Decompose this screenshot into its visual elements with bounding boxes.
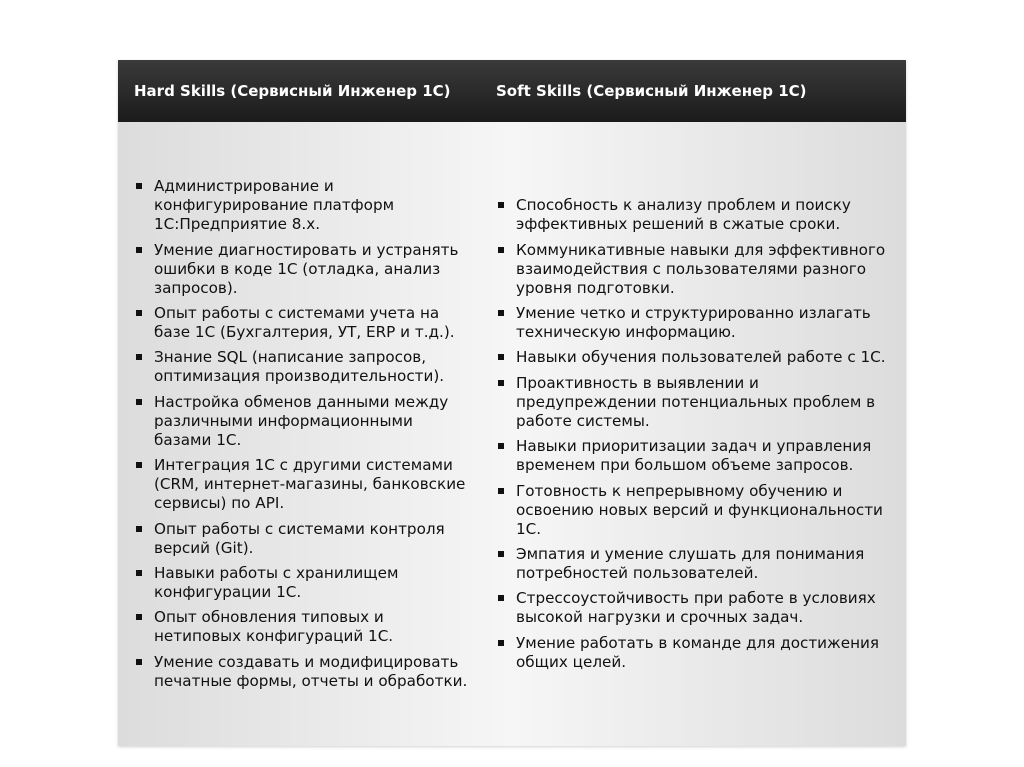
bullet-icon bbox=[498, 488, 504, 494]
list-item bbox=[496, 348, 896, 367]
list-item bbox=[496, 304, 896, 342]
hard-skills-header bbox=[118, 60, 481, 122]
hard-skill-text: Настройка обменов данными между различными информационными базами 1С. bbox=[154, 392, 449, 449]
bullet-icon bbox=[136, 526, 142, 532]
hard-skill-text: Интеграция 1С с другими системами (CRM, интернет-магазины, банковские сервисы) по API. bbox=[154, 456, 466, 513]
soft-skills-header bbox=[481, 60, 906, 122]
list-item bbox=[496, 196, 896, 234]
hard-skill-text: Знание SQL (написание запросов, оптимизация производительности). bbox=[154, 348, 445, 386]
list-item bbox=[134, 564, 473, 602]
hard-skill-text: Умение создавать и модифицировать печатные формы, отчеты и обработки. bbox=[154, 652, 468, 690]
list-item bbox=[496, 482, 896, 539]
list-item bbox=[496, 589, 896, 627]
soft-skills-title: Soft Skills (Сервисный Инженер 1С) bbox=[496, 81, 807, 100]
bullet-icon bbox=[136, 354, 142, 360]
soft-skill-text: Способность к анализу проблем и поиску эффективных решений в сжатые сроки. bbox=[516, 196, 851, 234]
list-item bbox=[134, 177, 473, 234]
table-body bbox=[118, 122, 906, 746]
bullet-icon bbox=[498, 247, 504, 253]
bullet-icon bbox=[136, 399, 142, 405]
list-item bbox=[134, 348, 473, 386]
list-item bbox=[134, 608, 473, 646]
hard-skill-text: Опыт обновления типовых и нетиповых конфигураций 1С. bbox=[154, 608, 394, 646]
list-item bbox=[134, 520, 473, 558]
hard-skill-text: Навыки работы с хранилищем конфигурации 1С. bbox=[154, 563, 399, 601]
soft-skill-text: Коммуникативные навыки для эффективного взаимодействия с пользователями разного уровня подготовки. bbox=[516, 240, 886, 297]
soft-skill-text: Эмпатия и умение слушать для понимания потребностей пользователей. bbox=[516, 544, 865, 582]
bullet-icon bbox=[498, 595, 504, 601]
hard-skills-title: Hard Skills (Сервисный Инженер 1С) bbox=[134, 81, 451, 100]
soft-skill-text: Навыки приоритизации задач и управления временем при большом объеме запросов. bbox=[516, 437, 872, 475]
bullet-icon bbox=[498, 354, 504, 360]
list-item bbox=[134, 653, 473, 691]
hard-skills-list bbox=[134, 177, 473, 691]
bullet-icon bbox=[498, 551, 504, 557]
hard-skill-text: Опыт работы с системами учета на базе 1С (Бухгалтерия, УТ, ERP и т.д.). bbox=[154, 304, 455, 342]
bullet-icon bbox=[136, 659, 142, 665]
list-item bbox=[496, 374, 896, 431]
list-item bbox=[496, 545, 896, 583]
bullet-icon bbox=[136, 310, 142, 316]
list-item bbox=[134, 304, 473, 342]
soft-skills-column bbox=[481, 122, 906, 746]
soft-skill-text: Умение работать в команде для достижения общих целей. bbox=[516, 633, 880, 671]
soft-skill-text: Навыки обучения пользователей работе с 1С. bbox=[516, 348, 886, 367]
soft-skill-text: Проактивность в выявлении и предупреждении потенциальных проблем в работе системы. bbox=[516, 373, 876, 430]
bullet-icon bbox=[136, 614, 142, 620]
bullet-icon bbox=[136, 247, 142, 253]
soft-skills-list bbox=[496, 196, 896, 672]
bullet-icon bbox=[136, 570, 142, 576]
hard-skill-text: Администрирование и конфигурирование платформ 1С:Предприятие 8.х. bbox=[154, 177, 395, 234]
list-item bbox=[496, 634, 896, 672]
list-item bbox=[496, 241, 896, 298]
bullet-icon bbox=[498, 310, 504, 316]
hard-skill-text: Опыт работы с системами контроля версий (Git). bbox=[154, 519, 445, 557]
soft-skill-text: Стрессоустойчивость при работе в условиях высокой нагрузки и срочных задач. bbox=[516, 589, 876, 627]
soft-skill-text: Умение четко и структурированно излагать техническую информацию. bbox=[516, 304, 871, 342]
bullet-icon bbox=[498, 443, 504, 449]
list-item bbox=[134, 241, 473, 298]
bullet-icon bbox=[136, 462, 142, 468]
list-item bbox=[134, 456, 473, 513]
table-header bbox=[118, 60, 906, 122]
soft-skill-text: Готовность к непрерывному обучению и освоению новых версий и функциональности 1С. bbox=[516, 481, 883, 538]
list-item bbox=[134, 393, 473, 450]
bullet-icon bbox=[498, 202, 504, 208]
list-item bbox=[496, 437, 896, 475]
bullet-icon bbox=[136, 183, 142, 189]
bullet-icon bbox=[498, 380, 504, 386]
bullet-icon bbox=[498, 640, 504, 646]
hard-skills-column bbox=[118, 122, 481, 746]
hard-skill-text: Умение диагностировать и устранять ошибки в коде 1С (отладка, анализ запросов). bbox=[154, 240, 459, 297]
skills-table bbox=[118, 60, 906, 746]
